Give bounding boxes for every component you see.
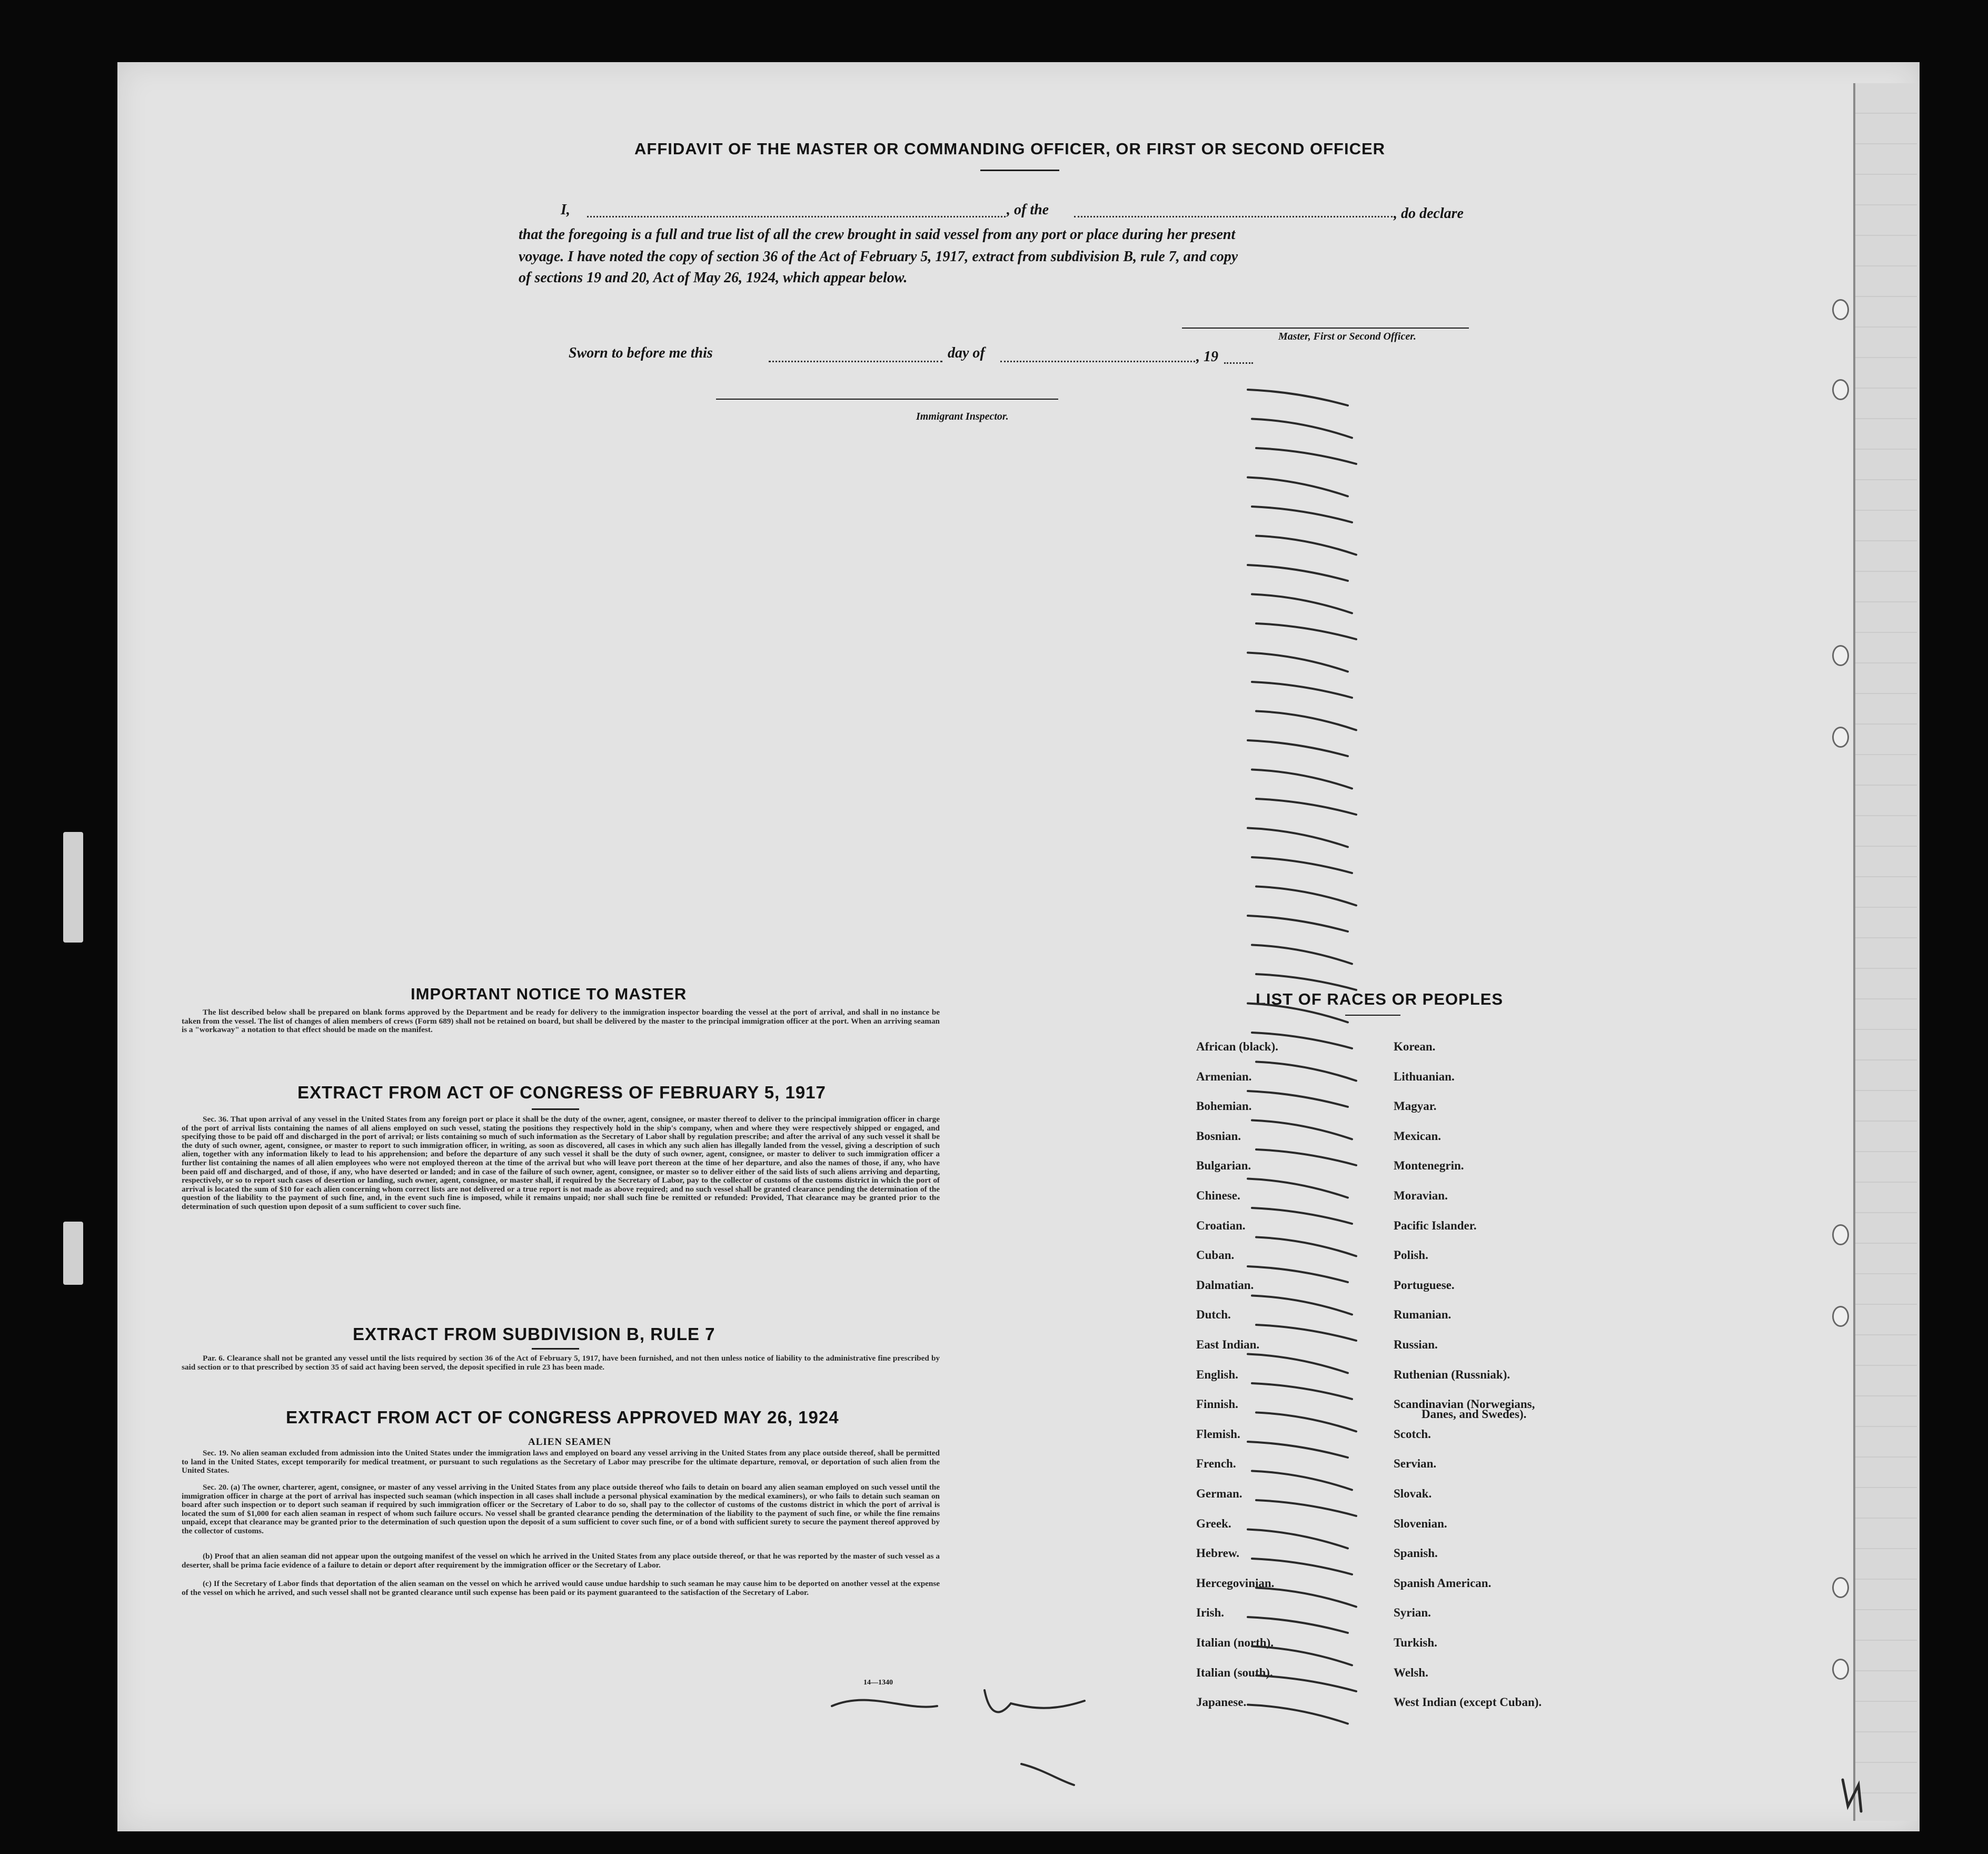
race-item-right: Welsh. [1394,1666,1428,1679]
affidavit-title: AFFIDAVIT OF THE MASTER OR COMMANDING OFFICER, OR FIRST OR SECOND OFFICER [634,140,1386,158]
race-item-right: Rumanian. [1394,1308,1452,1321]
race-item-left: German. [1196,1487,1242,1500]
race-item-right: Montenegrin. [1394,1159,1464,1172]
race-item-right: Spanish American. [1394,1577,1492,1590]
races-title-rule [1345,1015,1400,1016]
sec19-body: Sec. 19. No alien seaman excluded from admission into the United States under the immigration laws and employed on board any vessel arriving in the United States from any place outside thereof, shall be permitted to land in the United States, except temporarily for medical treatment, or pursuant to such regulations as the Secretary of Labor may prescribe for the ultimate departure, removal, or deportation of such alien from the United States. [182,1449,940,1475]
race-item-left: Armenian. [1196,1070,1252,1083]
notice-title: IMPORTANT NOTICE TO MASTER [411,985,687,1003]
inspector-caption: Immigrant Inspector. [916,411,1009,422]
race-item-right: Ruthenian (Russniak). [1394,1368,1510,1381]
vessel-field-line [1074,216,1393,217]
race-item-left: Japanese. [1196,1696,1247,1709]
race-item-right: Slovak. [1394,1487,1432,1500]
race-item-right: Syrian. [1394,1606,1431,1619]
title-rule [980,170,1059,171]
race-item-right: Russian. [1394,1338,1438,1351]
master-signature-caption: Master, First or Second Officer. [1278,331,1416,342]
extract-1917-title: EXTRACT FROM ACT OF CONGRESS OF FEBRUARY 5, 1917 [297,1083,826,1102]
race-item-right: Mexican. [1394,1129,1442,1143]
affidavit-do-declare-label: , do declare [1394,205,1464,222]
race-item-left: Dutch. [1196,1308,1231,1321]
name-field-line [587,216,1006,217]
adjacent-page-strip [1853,83,1917,1821]
race-item-left: Hebrew. [1196,1546,1239,1560]
race-item-left: Italian (north). [1196,1636,1274,1649]
race-item-right: Scotch. [1394,1427,1431,1441]
sworn-day-line [769,361,942,362]
race-item-right: Polish. [1394,1248,1428,1262]
race-item-right: Lithuanian. [1394,1070,1455,1083]
race-item-left: English. [1196,1368,1238,1381]
punch-hole [1832,299,1849,320]
race-item-right: Spanish. [1394,1546,1438,1560]
sworn-label: Sworn to before me this [569,345,713,361]
extract-1917-rule [532,1108,579,1110]
binding-tab [63,1222,83,1285]
affidavit-line-4: of sections 19 and 20, Act of May 26, 1924, which appear below. [519,270,908,286]
sec20c-body: (c) If the Secretary of Labor finds that deportation of the alien seaman on the vessel on which he arrived would cause undue hardship to such seaman he may cause him to be deported on another vessel at the expense of the vessel on which he arrived, and such vessel shall not be granted clearance until such expense has been paid or its payment guaranteed to the satisfaction of the Secretary of Labor. [182,1579,940,1597]
extract-1924-title: EXTRACT FROM ACT OF CONGRESS APPROVED MAY 26, 1924 [286,1407,839,1427]
affidavit-i-label: I, [561,202,570,218]
affidavit-of-the-label: , of the [1007,202,1049,218]
extract-1917-body: Sec. 36. That upon arrival of any vessel in the United States from any foreign port or place it shall be the duty of the owner, agent, consignee, or master thereof to deliver to the principal immigration officer in charge of the port of arrival lists containing the names of all aliens employed on such vessel, stating the positions they respectively hold in the ship's company, when and where they were respectively shipped or engaged, and specifying those to be paid off and discharged in the port of arrival; or lists containing so much of such information as the Secretary of Labor shall by regulation prescribe; and after the arrival of any such vessel it shall be the duty of such owner, agent, consignee, or master to report to such immigration officer, in writing, as soon as discovered, all cases in which any such alien has illegally landed from the vessel, giving a description of such alien, together with any information likely to lead to his apprehension; and before the departure of any such vessel it shall be the duty of such owner, agent, consignee, or master to deliver to such immigration officer a further list containing the names of all alien employees who were not employed thereon at the time of the arrival but who will leave port thereon at the time of her departure, and also the names of those, if any, who have been paid off and discharged, and of those, if any, who have deserted or landed; and in case of the failure of such owner, agent, consignee, or master so to deliver either of the said lists of such aliens arriving and departing, respectively, or so to report such cases of desertion or landing, such owner, agent, consignee, or master shall, if required by the Secretary of Labor, pay to the collector of customs of the customs district in which the port of arrival is located the sum of $10 for each alien concerning whom correct lists are not delivered or a true report is not made as above required; and no such vessel shall be granted clearance pending the determination of the question of the liability to the payment of such fine, and, in the event such fine is imposed, while it remains unpaid; nor shall such fine be remitted or refunded: Provided, That clearance may be granted prior to the determination of such question upon deposit of a sum sufficient to cover such fine. [182,1115,940,1211]
sec20a-body: Sec. 20. (a) The owner, charterer, agent, consignee, or master of any vessel arriving in the United States from any place outside thereof who fails to detain on board any alien seaman employed on such vessel until the immigration officer in charge at the port of arrival has inspected such seaman (which inspection in all cases shall include a personal physical examination by the medical examiners), or who fails to detain such seaman on board after such inspection or to deport such seaman if required by such immigration officer or the Secretary of Labor to do so, shall pay to the collector of customs of the customs district in which the port of arrival is located the sum of $1,000 for each alien seaman in respect of whom such failure occurs. No vessel shall be granted clearance pending the determination of the liability to the payment of such fine, or while the fine remains unpaid, except that clearance may be granted prior to the determination of such question upon the deposit of a sum sufficient to cover such fine, or of a bond with sufficient surety to secure the payment thereof approved by the collector of customs. [182,1483,940,1535]
race-item-left: Cuban. [1196,1248,1235,1262]
inspector-signature-line [716,399,1058,400]
punch-hole [1832,379,1849,400]
race-item-right: Turkish. [1394,1636,1437,1649]
page-fold-line [1853,83,1855,1821]
race-item-left: French. [1196,1457,1236,1470]
race-item-right: West Indian (except Cuban). [1394,1696,1542,1709]
race-item-right: Pacific Islander. [1394,1219,1477,1232]
notice-body: The list described below shall be prepared on blank forms approved by the Department and be ready for delivery to the immigration inspector boarding the vessel at the port of arrival, and shall in no instance be taken from the vessel. The list of changes of alien members of crews (Form 689) shall not be retained on board, but shall be delivered by the master to the principal immigration officer at the port. When an arriving seaman is a "workaway" a notation to that effect should be made on the manifest. [182,1008,940,1035]
sec20b-body: (b) Proof that an alien seaman did not appear upon the outgoing manifest of the vessel on which he arrived in the United States from any place outside thereof, or that he was reported by the master of such vessel as a deserter, shall be prima facie evidence of a failure to detain or deport after requirement by the immigration officer or the Secretary of Labor. [182,1552,940,1570]
race-item-right: Slovenian. [1394,1517,1447,1530]
race-item-left: Greek. [1196,1517,1231,1530]
master-signature-line [1182,328,1469,329]
race-item-left: Italian (south). [1196,1666,1273,1679]
year-label: , 19 [1196,349,1218,365]
race-item-left: East Indian. [1196,1338,1260,1351]
sworn-year-line [1224,362,1253,364]
form-number: 14—1340 [863,1679,893,1687]
race-item-right: Servian. [1394,1457,1437,1470]
punch-hole [1832,1306,1849,1327]
affidavit-line-2: that the foregoing is a full and true list of all the crew brought in said vessel from any port or place during her present [519,226,1236,243]
race-item-left: Croatian. [1196,1219,1246,1232]
punch-hole [1832,645,1849,666]
scandinavian-continuation: Danes, and Swedes). [1422,1407,1527,1421]
alien-seamen-subtitle: ALIEN SEAMEN [528,1436,612,1447]
race-item-right: Scandinavian (Norwegians, [1394,1397,1535,1411]
race-item-left: Bohemian. [1196,1099,1252,1113]
punch-hole [1832,1577,1849,1598]
race-item-left: Flemish. [1196,1427,1240,1441]
punch-hole [1832,1224,1849,1245]
race-item-left: Bosnian. [1196,1129,1241,1143]
race-item-left: Dalmatian. [1196,1278,1254,1292]
extract-rule7-title: EXTRACT FROM SUBDIVISION B, RULE 7 [353,1324,715,1344]
binding-tab [63,832,83,943]
race-item-left: Irish. [1196,1606,1225,1619]
race-item-right: Moravian. [1394,1189,1448,1202]
affidavit-line-3: voyage. I have noted the copy of section 36 of the Act of February 5, 1917, extract from subdivision B, rule 7, and copy [519,249,1238,265]
extract-rule7-rule [532,1348,579,1350]
race-item-right: Magyar. [1394,1099,1437,1113]
race-item-left: Chinese. [1196,1189,1240,1202]
race-item-left: Finnish. [1196,1397,1238,1411]
extract-rule7-body: Par. 6. Clearance shall not be granted any vessel until the lists required by section 36 of the Act of February 5, 1917, have been furnished, and not then unless notice of liability to the administrative fine prescribed by said section or to that prescribed by section 35 of said act having been served, the deposit specified in rule 23 has been made. [182,1354,940,1372]
day-of-label: day of [948,345,985,361]
punch-hole [1832,1659,1849,1680]
race-item-left: Hercegovinian. [1196,1577,1275,1590]
race-item-right: Korean. [1394,1040,1436,1053]
sworn-month-line [1000,361,1195,362]
races-title: LIST OF RACES OR PEOPLES [1256,990,1504,1008]
race-item-left: Bulgarian. [1196,1159,1251,1172]
punch-hole [1832,727,1849,748]
race-item-right: Portuguese. [1394,1278,1455,1292]
race-item-left: African (black). [1196,1040,1278,1053]
